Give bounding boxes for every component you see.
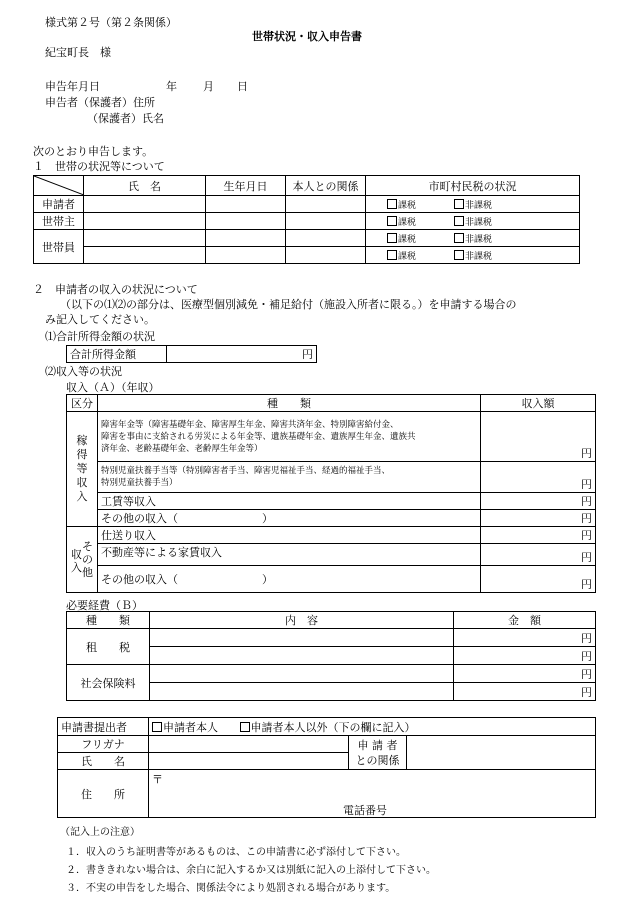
name-field[interactable]: [149, 753, 349, 770]
non-taxed-checkbox[interactable]: 非課税: [454, 218, 492, 228]
taxed-checkbox[interactable]: 課税: [387, 218, 416, 228]
submitter-table: [57, 717, 596, 818]
applicant-tax-cell: [366, 196, 580, 213]
social-insurance-content-2[interactable]: [150, 683, 454, 701]
diagonal-header-cell: [34, 176, 84, 196]
total-income-value[interactable]: 円: [167, 346, 317, 363]
date-day: 日: [237, 80, 248, 93]
applicant-relation-cell[interactable]: [286, 196, 366, 213]
total-income-table: [66, 345, 317, 363]
pension-row: 障害年金等（障害基礎年金、障害厚生年金、障害共済年金、特別障害給付金、 障害を事由に支給される労災による年金等、遺族基礎年金、遺族厚生年金、遺族共 済年金、老齢基礎年金、老齢厚生年金等）: [98, 412, 481, 462]
form-number: 様式第２号（第２条関係）: [45, 16, 177, 29]
section2-note-line1: （以下の⑴⑵の部分は、医療型個別減免・補足給付（施設入所者に限る。）を申請する場合の: [60, 298, 517, 311]
member-name-cell[interactable]: [84, 247, 206, 264]
expense-heading: 必要経費（Ｂ）: [66, 599, 143, 612]
income-col-amount: 収入額: [481, 395, 596, 412]
member-name-cell[interactable]: [84, 230, 206, 247]
col-tax-status: 市町村民税の状況: [366, 176, 580, 196]
submitter-other-checkbox[interactable]: 申請者本人以外（下の欄に記入）: [240, 721, 416, 734]
tax-content-1[interactable]: [150, 629, 454, 647]
social-insurance-label: 社会保険料: [67, 665, 150, 701]
member-birth-cell[interactable]: [206, 230, 286, 247]
wage-amount[interactable]: 円: [481, 493, 596, 510]
submitter-label: 申請書提出者: [58, 718, 149, 736]
non-taxed-checkbox[interactable]: 非課税: [454, 252, 492, 262]
member-relation-cell[interactable]: [286, 247, 366, 264]
earned-other-income-row: その他の収入（ ）: [98, 510, 481, 527]
row-applicant: 申請者: [34, 196, 84, 213]
taxed-checkbox[interactable]: 課税: [387, 201, 416, 211]
member-tax-cell: [366, 230, 580, 247]
postal-mark: 〒: [152, 773, 163, 786]
other-income-row: その他の収入（ ）: [98, 566, 481, 593]
remittance-row: 仕送り収入: [98, 527, 481, 544]
submitter-self-checkbox[interactable]: 申請者本人: [152, 721, 218, 734]
note-item: ２．書ききれない場合は、余白に記入するか又は別紙に記入の上添付して下さい。: [66, 865, 436, 876]
total-income-label: 合計所得金額: [67, 346, 167, 363]
earned-income-category: 稼得等収入: [67, 412, 98, 527]
tax-amount-2[interactable]: 円: [454, 647, 596, 665]
non-taxed-checkbox[interactable]: 非課税: [454, 201, 492, 211]
relation-field[interactable]: [407, 736, 596, 770]
applicant-name-label: （保護者）氏名: [87, 112, 164, 125]
address-field[interactable]: [149, 770, 596, 818]
rent-row: 不動産等による家賃収入: [98, 544, 481, 566]
social-insurance-content-1[interactable]: [150, 665, 454, 683]
remittance-amount[interactable]: 円: [481, 527, 596, 544]
householder-birth-cell[interactable]: [206, 213, 286, 230]
expense-col-kind: 種 類: [67, 612, 150, 629]
expense-table: [66, 611, 596, 701]
notes-heading: （記入上の注意）: [60, 827, 140, 838]
income-col-kind: 種 類: [98, 395, 481, 412]
income-table: [66, 394, 596, 593]
form-title: 世帯状況・収入申告書: [252, 30, 362, 43]
applicant-name-cell[interactable]: [84, 196, 206, 213]
earned-other-income-amount[interactable]: 円: [481, 510, 596, 527]
subsection2-heading: ⑵収入等の状況: [45, 365, 122, 378]
col-relation: 本人との関係: [286, 176, 366, 196]
date-year: 年: [166, 80, 177, 93]
name-label: 氏 名: [58, 753, 149, 770]
rent-amount[interactable]: 円: [481, 544, 596, 566]
pension-amount[interactable]: 円: [481, 412, 596, 462]
row-household-member: 世帯員: [34, 230, 84, 264]
member-birth-cell[interactable]: [206, 247, 286, 264]
date-month: 月: [203, 80, 214, 93]
social-insurance-amount-2[interactable]: 円: [454, 683, 596, 701]
other-income-category: 収入 その他: [67, 527, 98, 593]
income-col-category: 区分: [67, 395, 98, 412]
child-allowance-amount[interactable]: 円: [481, 462, 596, 493]
child-allowance-row: 特別児童扶養手当等（特別障害者手当、障害児福祉手当、経過的福祉手当、 特別児童扶養手当）: [98, 462, 481, 493]
addressee: 紀宝町長 様: [45, 46, 111, 59]
phone-label: 電話番号: [343, 804, 387, 817]
taxed-checkbox[interactable]: 課税: [387, 252, 416, 262]
householder-relation-cell[interactable]: [286, 213, 366, 230]
member-tax-cell: [366, 247, 580, 264]
address-label: 住 所: [58, 770, 149, 818]
subsection1-heading: ⑴合計所得金額の状況: [45, 330, 155, 343]
taxed-checkbox[interactable]: 課税: [387, 235, 416, 245]
member-relation-cell[interactable]: [286, 230, 366, 247]
income-heading: 収入（Ａ）（年収）: [66, 381, 160, 394]
furigana-field[interactable]: [149, 736, 349, 753]
date-label: 申告年月日: [45, 80, 100, 93]
note-item: ３．不実の申告をした場合、関係法令により処罰される場合があります。: [66, 883, 396, 894]
tax-label: 租 税: [67, 629, 150, 665]
non-taxed-checkbox[interactable]: 非課税: [454, 235, 492, 245]
householder-tax-cell: [366, 213, 580, 230]
section2-heading: ２ 申請者の収入の状況について: [33, 283, 198, 296]
note-item: １．収入のうち証明書等があるものは、この申請書に必ず添付して下さい。: [66, 847, 406, 858]
applicant-birth-cell[interactable]: [206, 196, 286, 213]
householder-name-cell[interactable]: [84, 213, 206, 230]
intro-text: 次のとおり申告します。: [33, 145, 154, 158]
expense-col-content: 内 容: [150, 612, 454, 629]
relation-label: 申 請 者 との関係: [349, 736, 407, 770]
applicant-address-label: 申告者（保護者）住所: [45, 96, 155, 109]
submitter-options: [149, 718, 596, 736]
tax-content-2[interactable]: [150, 647, 454, 665]
wage-row: 工賃等収入: [98, 493, 481, 510]
social-insurance-amount-1[interactable]: 円: [454, 665, 596, 683]
expense-col-amount: 金 額: [454, 612, 596, 629]
row-householder: 世帯主: [34, 213, 84, 230]
col-birthdate: 生年月日: [206, 176, 286, 196]
section2-note-line2: み記入してください。: [45, 313, 155, 326]
household-table: [33, 175, 580, 264]
furigana-label: フリガナ: [58, 736, 149, 753]
col-name: 氏 名: [84, 176, 206, 196]
section1-heading: １ 世帯の状況等について: [33, 160, 165, 173]
tax-amount-1[interactable]: 円: [454, 629, 596, 647]
other-income-amount[interactable]: 円: [481, 566, 596, 593]
